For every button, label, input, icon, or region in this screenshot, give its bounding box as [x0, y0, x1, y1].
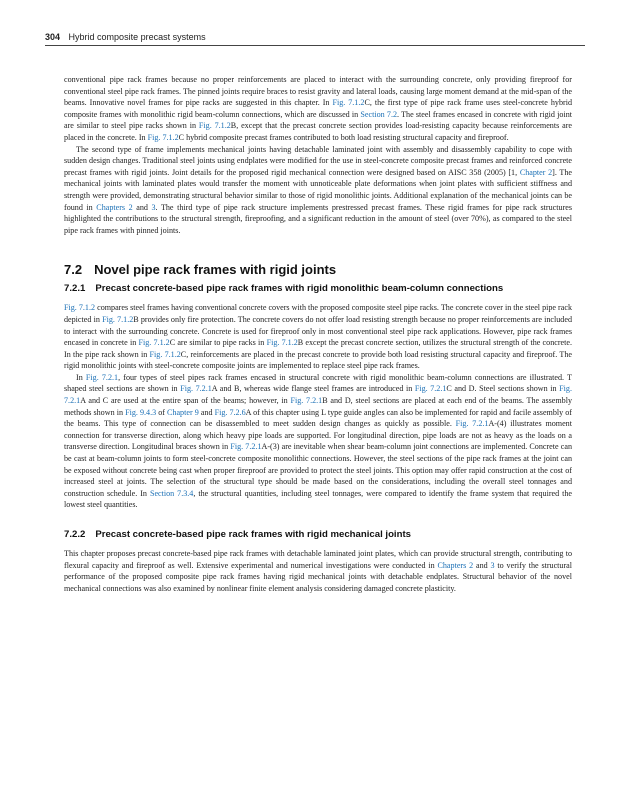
- section-link[interactable]: Section 7.2: [360, 109, 398, 119]
- text-run: The second type of frame implements mechanical joints having detachable laminated joint with assembly and disassembly capability to cope with sudden design changes. Traditional steel joints using endplates were modified for the use in steel-concrete composite precast frames and reinforced concrete precast frames with rigid joints. Joint details for the proposed rigid mechanical connection were designed based on AISC 358 (2005) [1,: [64, 144, 572, 177]
- text-run: A of this chapter using L type guide angles can also be implemented for rapid and facile assembly of the beams. This type of connection can be disassembled to meet sudden design changes as quickly as possible.: [64, 407, 572, 429]
- chapter-link[interactable]: Chapters 2: [96, 202, 133, 212]
- paragraph-5: [64, 548, 572, 594]
- running-title: Hybrid composite precast systems: [68, 32, 206, 42]
- text-run: . The third type of pipe rack structure implements prestressed precast frames. These rigid frames for pipe rack structures highlighted the contributions to the structural strength, fireproofing, and a significant reduction in the amount of steel (over 70%), as compared to the steel pipe rack frames with pinned joints.: [64, 202, 573, 235]
- text-run: and: [198, 407, 215, 417]
- text-run: ]. The mechanical joints with laminated plates would transfer the moment with unnoticeable plate deformations when joint plates with sufficient stiffness and strength were provided, demonstrating structural behavior similar to those of rigid monolithic joints. Additional explanation of the mechanical joints can be found in: [64, 167, 572, 212]
- text-run: A and B, whereas wide flange steel frames are introduced in: [211, 384, 415, 394]
- paragraph-2: [64, 144, 572, 237]
- figure-link[interactable]: Fig. 7.1.2: [147, 132, 179, 142]
- figure-link[interactable]: Fig. 9.4.3: [125, 407, 157, 417]
- figure-link[interactable]: Fig. 7.1.2: [64, 303, 96, 313]
- figure-link[interactable]: Fig. 7.2.1: [230, 442, 262, 452]
- paragraph-3: [64, 302, 572, 372]
- text-run: C, the first type of pipe rack frame uses steel-concrete hybrid composite frames with monolithic rigid beam-column connections, which are discussed in: [64, 98, 572, 119]
- figure-link[interactable]: Fig. 7.1.2: [138, 338, 170, 348]
- chapter-link[interactable]: Chapters 2: [437, 560, 474, 570]
- figure-link[interactable]: Fig. 7.1.2: [102, 314, 134, 324]
- text-run: and: [473, 560, 491, 570]
- figure-link[interactable]: Fig. 7.1.2: [332, 98, 365, 108]
- subsection-title: Precast concrete-based pipe rack frames with rigid mechanical joints: [95, 529, 411, 540]
- section-heading-7-2: [64, 262, 572, 277]
- text-run: C hybrid composite precast frames contributed to both load resisting structural capacity and fireproof.: [178, 132, 509, 142]
- text-run: C, reinforcements are placed in the precast concrete to provide both load resisting structural capacity and fireproof. The rigid monolithic joints with steel-concrete composite joints are implemented to replace steel pipe rack frames.: [64, 349, 572, 371]
- text-run: A and C are used at the entire span of the beams; however, in: [80, 396, 291, 406]
- text-run: , the structural quantities, including steel tonnages, were compared to identify the frame system that required the lowest steel quantities.: [64, 488, 572, 510]
- subsection-number: 7.2.2: [64, 529, 86, 540]
- text-run: A-(4) illustrates moment connection for transverse direction, along which heavy pipe loads are supported. For longitudinal direction, pipe loads are not as heavy as the loads on a transverse direction. Longitudinal braces shown in: [64, 419, 572, 452]
- chapter-link[interactable]: 3: [151, 202, 156, 212]
- text-run: In: [76, 372, 86, 382]
- figure-link[interactable]: Fig. 7.2.1: [455, 419, 489, 429]
- figure-link[interactable]: Fig. 7.2.1: [290, 396, 323, 406]
- paragraph-1: [64, 74, 572, 144]
- figure-link[interactable]: Fig. 7.2.1: [64, 384, 572, 406]
- page-number: 304: [45, 32, 61, 42]
- text-run: compares steel frames having conventional concrete covers with the proposed composite steel pipe racks. The concrete cover in the steel pipe rack depicted in: [64, 303, 572, 324]
- subsection-title: Precast concrete-based pipe rack frames with rigid monolithic beam-column connections: [95, 283, 504, 295]
- section-title: Novel pipe rack frames with rigid joints: [94, 262, 337, 278]
- text-run: B and D, steel sections are placed at each end of the beams. The assembly methods shown in: [64, 396, 572, 417]
- text-run: . The steel frames encased in concrete with rigid joint are similar to steel pipe racks shown in: [64, 109, 572, 131]
- text-run: and: [132, 202, 152, 212]
- figure-link[interactable]: Fig. 7.1.2: [266, 338, 298, 348]
- chapter-link[interactable]: Chapter 2: [519, 167, 553, 177]
- text-run: B provides only fire protection. The concrete covers do not offer load resisting strength because no proper reinforcements are included to interact with the surrounding concrete. Concrete is used for fireproof only in most conventional steel pipe rack applications. However, pipe rack frames encased in concrete in: [64, 314, 572, 348]
- text-run: B except the precast concrete section, utilizes the structural strength of the concrete. In the pipe rack shown in: [64, 338, 572, 359]
- figure-link[interactable]: Fig. 7.2.1: [180, 384, 212, 394]
- subsection-number: 7.2.1: [64, 283, 86, 295]
- page-body: [64, 74, 572, 594]
- running-header: [45, 32, 585, 46]
- text-run: B, except that the precast concrete section provides load-resisting capacity because reinforcements are placed in the concrete. In: [64, 121, 572, 142]
- figure-link[interactable]: Fig. 7.1.2: [198, 121, 231, 131]
- text-run: This chapter proposes precast concrete-based pipe rack frames with detachable laminated joint plates, which can provide structural strength, contributing to flexural capacity and fireproof as well. Extensive experimental and numerical investigations were conducted in: [64, 549, 572, 570]
- text-run: to verify the structural performance of the proposed composite pipe rack frames having rigid mechanical joints with detachable endplates. Structural behavior of the novel mechanical connections was also examined by nonlinear finite element analysis considering damaged concrete plasticity.: [64, 560, 573, 593]
- subsection-heading-7-2-1: [64, 283, 572, 294]
- subsection-heading-7-2-2: [64, 529, 572, 540]
- text-run: , four types of steel pipes rack frames encased in structural concrete with rigid monolithic beam-column connections are illustrated. T shaped steel sections are shown in: [64, 372, 573, 394]
- text-run: of: [156, 407, 168, 417]
- section-number: 7.2: [64, 262, 83, 278]
- text-run: C and D. Steel sections shown in: [446, 384, 560, 394]
- figure-link[interactable]: Fig. 7.2.1: [85, 372, 119, 382]
- figure-link[interactable]: Fig. 7.2.1: [414, 384, 447, 394]
- figure-link[interactable]: Fig. 7.2.6: [214, 407, 246, 417]
- text-run: conventional pipe rack frames because no proper reinforcements are placed to interact with the surrounding concrete, only providing fireproof for conventional steel pipe rack frames. The pinned joints require braces to resist gravity and lateral loads, causing large moment demand at the mid-span of the beams. Innovative novel frames for pipe racks are suggested in this chapter. In: [64, 75, 572, 108]
- chapter-link[interactable]: 3: [490, 560, 495, 570]
- section-link[interactable]: Section 7.3.4: [149, 488, 194, 498]
- text-run: C are similar to pipe racks in: [169, 338, 267, 348]
- figure-link[interactable]: Fig. 7.1.2: [149, 349, 181, 359]
- chapter-link[interactable]: Chapter 9: [167, 407, 199, 417]
- text-run: A-(3) are inevitable when shear beam-column joint connections are implemented. Concrete can be cast at beam-column joints to form steel-concrete composite monolithic connections. However, the steel sections of the pipe rack frames at the joint can be exposed without concrete being cast when proper fireproof are provided to protect the steel joints. This option may offer rapid construction at the cost of increased steel at joints. The selection of the structural type should be made based on the considerations, including the overall steel tonnages and construction schedule. In: [64, 442, 572, 498]
- paragraph-4: [64, 372, 572, 511]
